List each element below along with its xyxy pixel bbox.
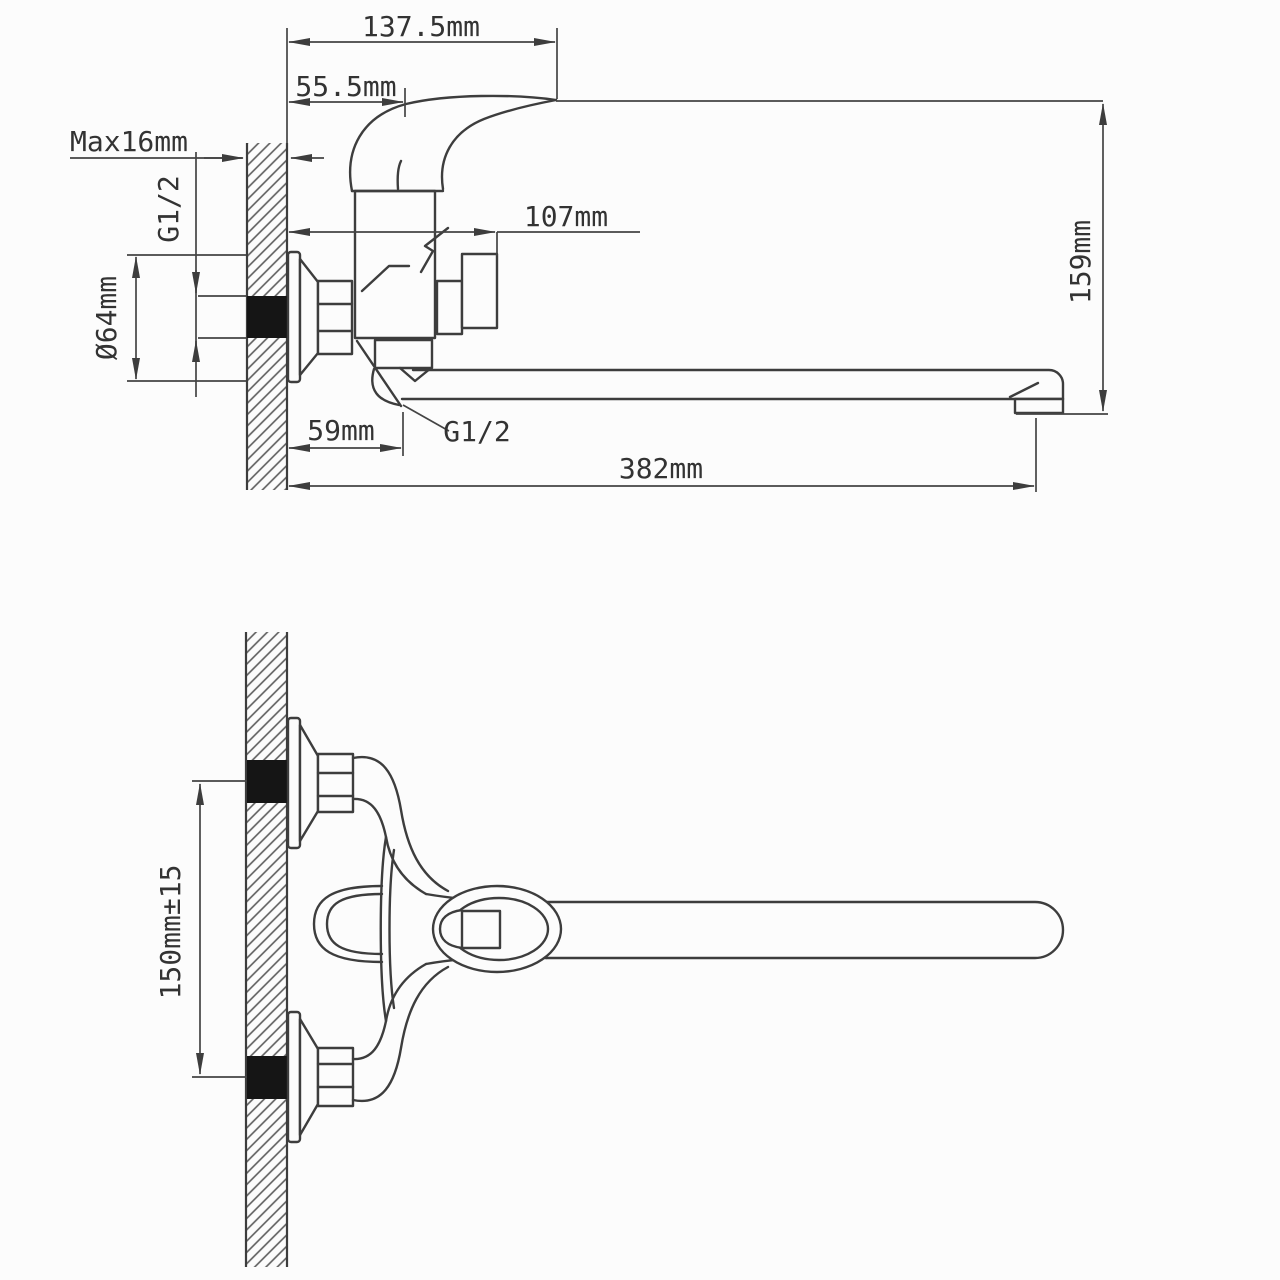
wall-flange-top xyxy=(288,718,300,848)
spout-top xyxy=(413,370,1063,399)
dim-label-55-5mm: 55.5mm xyxy=(295,70,397,103)
aerator xyxy=(1015,399,1063,413)
plan-view-wall xyxy=(246,632,287,1267)
plan-view-faucet xyxy=(288,718,1063,1142)
inlet-pipe-bottom xyxy=(247,1056,287,1099)
faucet-body xyxy=(355,191,435,338)
eccentric-nut xyxy=(318,281,352,354)
eccentric-nut-bottom xyxy=(318,1048,353,1106)
flange-cone xyxy=(300,259,318,375)
inlet-pipe-section xyxy=(247,296,287,338)
inlet-pipe-top xyxy=(247,760,287,803)
dim-label-g12-inlet: G1/2 xyxy=(152,175,185,243)
side-view-dimensions xyxy=(70,10,1108,492)
body-arm-top-inner xyxy=(353,799,426,894)
wall-flange-bottom xyxy=(288,1012,300,1142)
flange-cone-top xyxy=(300,725,318,841)
side-view xyxy=(70,10,1108,492)
dim-label-max16mm: Max16mm xyxy=(70,125,189,158)
handle-lever-tip xyxy=(462,911,500,948)
dim-label-dia64mm: Ø64mm xyxy=(90,275,123,361)
flange-cone-bottom xyxy=(300,1019,318,1135)
dim-label-137-5mm: 137.5mm xyxy=(361,10,481,43)
dim-label-g12-spout: G1/2 xyxy=(443,415,511,448)
body-left-silhouette xyxy=(381,837,386,1021)
side-view-wall xyxy=(247,143,287,490)
wall-hatch xyxy=(246,632,287,1267)
eccentric-nut-top xyxy=(318,754,353,812)
outlet-collar xyxy=(437,281,462,334)
dim-label-150mm: 150mm±15 xyxy=(154,864,187,1000)
plan-view-dimensions xyxy=(154,781,247,1077)
plan-view xyxy=(154,632,1063,1267)
side-view-faucet xyxy=(288,96,1063,413)
dim-label-382mm: 382mm xyxy=(618,452,704,485)
handle-inner-curve xyxy=(442,100,556,189)
shower-outlet xyxy=(462,254,497,328)
dim-label-107mm: 107mm xyxy=(523,200,609,233)
dim-label-59mm: 59mm xyxy=(307,414,375,447)
spout-nut xyxy=(375,340,432,368)
body-arm-bottom-inner xyxy=(353,964,426,1059)
spout-plan xyxy=(546,902,1063,958)
body-bulge-inner xyxy=(327,894,382,954)
wall-flange xyxy=(288,252,300,382)
dim-label-159mm: 159mm xyxy=(1064,219,1097,305)
